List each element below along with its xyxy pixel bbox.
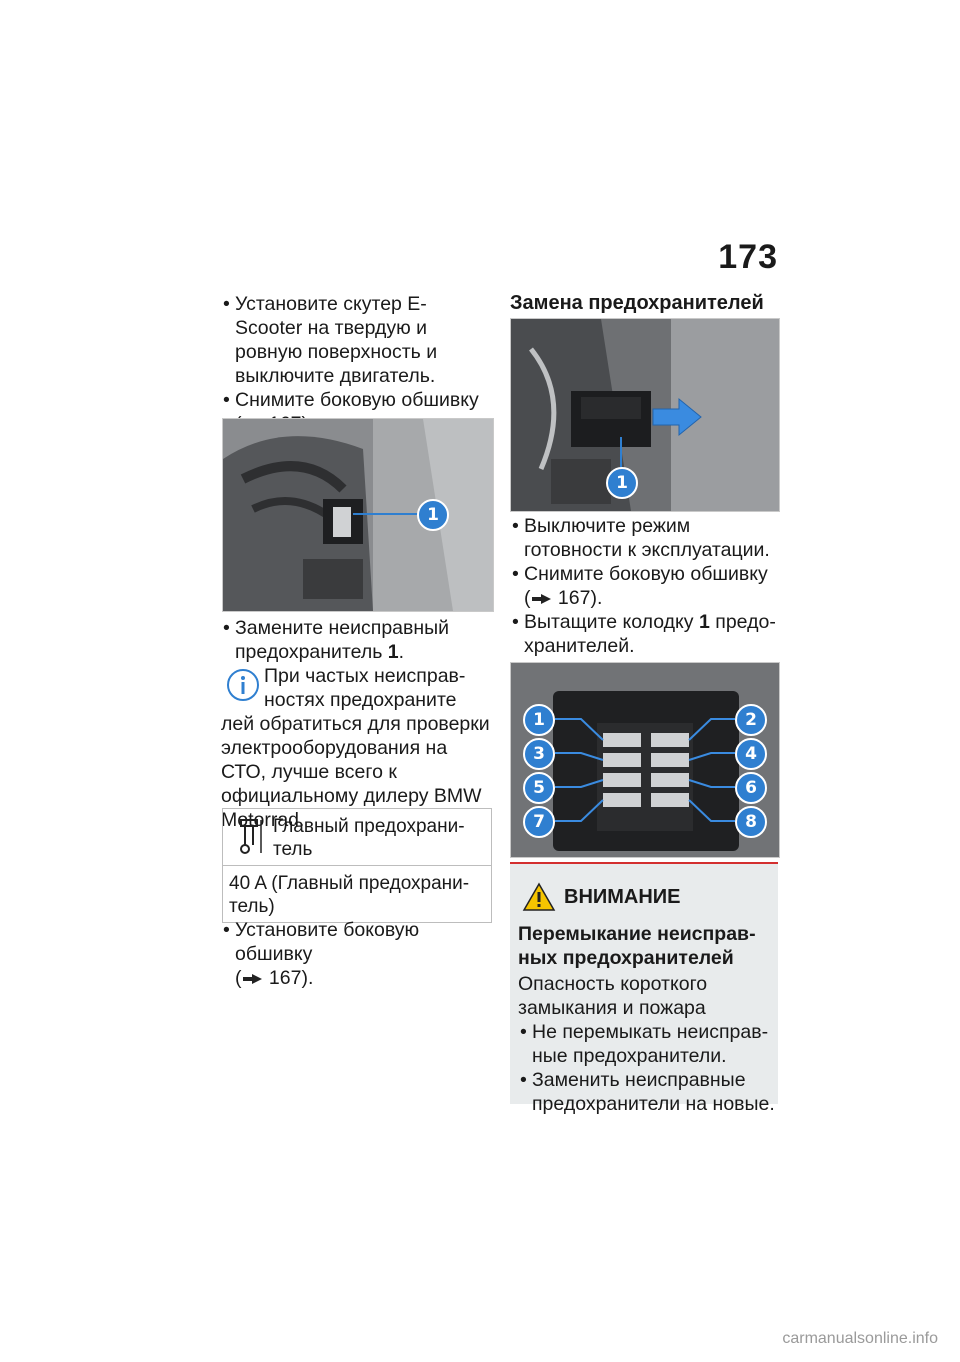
- callout-ref: 1: [387, 641, 399, 663]
- page-ref: 167).: [557, 587, 603, 609]
- step-text: Установите боковую обшивку: [235, 919, 420, 965]
- page-ref: 167).: [268, 967, 314, 989]
- spec-value: 40 A (Главный предохранитель): [229, 873, 470, 917]
- step-text: Замените неисправный предохранитель: [235, 617, 450, 663]
- step-end: предохранителей.: [524, 611, 776, 657]
- scooter-fuse-illustration: [223, 419, 493, 611]
- fuse-icon: [235, 817, 265, 857]
- step-text: Снимите боковую обшивку: [235, 389, 479, 411]
- left-column-3: [221, 918, 493, 990]
- warning-item: • Не перемыкать неисправные предохранители.: [518, 1020, 776, 1068]
- warning-triangle-icon: [522, 882, 556, 912]
- page-ref-arrow-icon: [242, 973, 264, 985]
- step-text: Снимите боковую обшивку: [524, 563, 768, 585]
- page-number: 173: [718, 238, 778, 276]
- fuse-callout-4: 4: [735, 738, 767, 770]
- warning-box: [510, 862, 778, 1115]
- step-pull-fuse-block: [510, 610, 780, 658]
- fuse-location-photo: [222, 418, 494, 612]
- right-steps: [510, 514, 780, 658]
- step-disable-ready-mode: • Выключите режим готовности к эксплуатации.: [510, 514, 780, 562]
- info-note-first: При частых неисправностях предохраните: [264, 665, 466, 711]
- spec-title: Главный предохранитель: [273, 816, 465, 860]
- info-note-rest: лей обратиться для проверки электрооборудования на СТО, лучше всего к официальному дилеру BMW Motorrad.: [221, 713, 490, 831]
- step-replace-fuse: [221, 616, 493, 664]
- warning-title: ВНИМАНИЕ: [564, 886, 681, 908]
- info-icon: [226, 668, 260, 702]
- left-column-2: [221, 616, 493, 664]
- callout-1: 1: [417, 499, 449, 531]
- callout-ref: 1: [698, 611, 710, 633]
- spec-header-row: [223, 809, 491, 866]
- fuse-callout-6: 6: [735, 772, 767, 804]
- step-install-panel: • Установите боковую обшивку ( 167).: [221, 918, 493, 990]
- fuse-callout-1: 1: [523, 704, 555, 736]
- step-end: .: [398, 641, 405, 663]
- fuse-callout-8: 8: [735, 806, 767, 838]
- warning-list: [518, 1020, 776, 1116]
- watermark-link[interactable]: carmanualsonline.info: [782, 1330, 938, 1347]
- fuse-box-photo: [510, 318, 780, 512]
- warning-text: Опасность короткого замыкания и пожара: [518, 973, 708, 1019]
- warning-item: • Заменить неисправные предохранители на новые.: [518, 1068, 776, 1116]
- step-remove-panel: • Снимите боковую обшивку ( 167).: [510, 562, 780, 610]
- spec-table: [222, 808, 492, 923]
- fuse-layout-photo: [510, 662, 780, 858]
- step-text: Вытащите колодку: [524, 611, 694, 633]
- left-column: [221, 292, 493, 436]
- callout-1: 1: [606, 467, 638, 499]
- fuse-box-removal-illustration: [511, 319, 779, 511]
- page-ref-arrow-icon: [531, 593, 553, 605]
- section-heading: Замена предохранителей: [510, 292, 764, 314]
- warning-subtitle: Перемыкание неисправных предохранителей: [518, 923, 756, 969]
- step-install-scooter: • Установите скутер E-Scooter на твердую и ровную поверхность и выключите двигатель.: [221, 292, 493, 388]
- fuse-callout-2: 2: [735, 704, 767, 736]
- fuse-callout-5: 5: [523, 772, 555, 804]
- fuse-callout-3: 3: [523, 738, 555, 770]
- fuse-callout-7: 7: [523, 806, 555, 838]
